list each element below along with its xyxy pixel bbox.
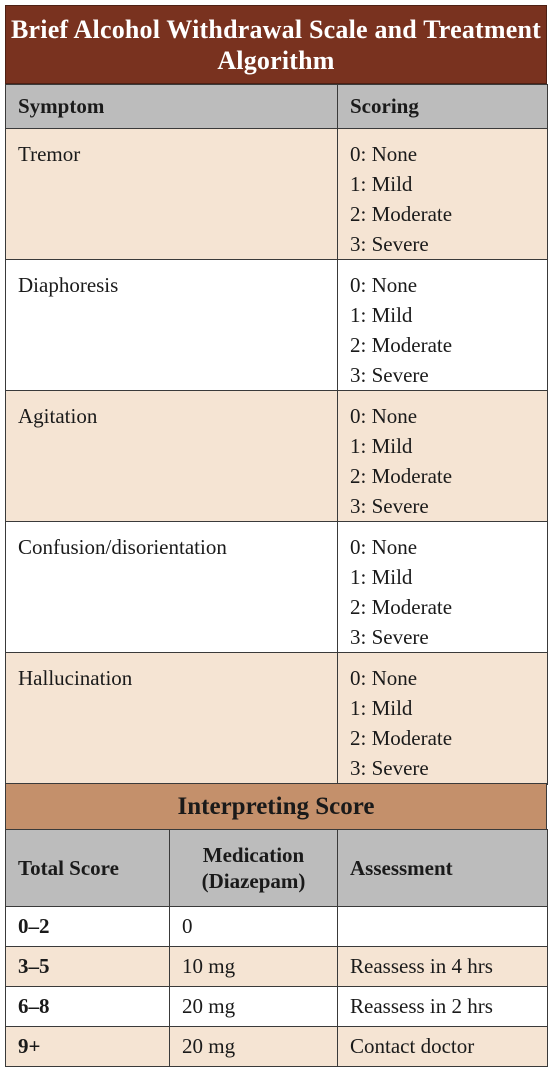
column-header-symptom: Symptom — [6, 85, 338, 129]
assessment-cell — [338, 907, 548, 947]
column-header-assessment: Assessment — [338, 830, 548, 907]
scoring-cell — [338, 129, 548, 260]
assessment-cell: Reassess in 4 hrs — [338, 947, 548, 987]
symptom-table-header — [6, 85, 548, 129]
table-row — [6, 653, 548, 785]
table-row — [6, 907, 548, 947]
scoring-line: 0: None — [350, 273, 418, 297]
scoring-cell — [338, 260, 548, 391]
medication-cell: 10 mg — [170, 947, 338, 987]
scoring-line: 2: Moderate — [350, 333, 453, 357]
table-row — [6, 522, 548, 653]
symptom-name: Diaphoresis — [6, 260, 338, 391]
assessment-cell: Contact doctor — [338, 1027, 548, 1067]
table-row — [6, 947, 548, 987]
scoring-line: 3: Severe — [350, 756, 429, 780]
symptom-name: Confusion/disorientation — [6, 522, 338, 653]
scoring-line: 3: Severe — [350, 494, 429, 518]
column-header-medication: Medication (Diazepam) — [170, 830, 338, 907]
total-score-cell: 0–2 — [6, 907, 170, 947]
scoring-line: 1: Mild — [350, 172, 413, 196]
symptom-name: Hallucination — [6, 653, 338, 785]
scoring-line: 0: None — [350, 535, 418, 559]
scoring-line: 1: Mild — [350, 303, 413, 327]
table-row — [6, 260, 548, 391]
total-score-cell: 3–5 — [6, 947, 170, 987]
scoring-line: 1: Mild — [350, 565, 413, 589]
table-row — [6, 987, 548, 1027]
total-score-cell: 9+ — [6, 1027, 170, 1067]
assessment-cell: Reassess in 2 hrs — [338, 987, 548, 1027]
score-table-header — [6, 830, 548, 907]
scoring-line: 1: Mild — [350, 434, 413, 458]
page-title: Brief Alcohol Withdrawal Scale and Treatment Algorithm — [5, 5, 547, 84]
scoring-line: 2: Moderate — [350, 464, 453, 488]
scoring-line: 0: None — [350, 666, 418, 690]
total-score-cell: 6–8 — [6, 987, 170, 1027]
scoring-line: 3: Severe — [350, 363, 429, 387]
scoring-line: 3: Severe — [350, 625, 429, 649]
medication-cell: 20 mg — [170, 987, 338, 1027]
symptom-name: Tremor — [6, 129, 338, 260]
symptom-table — [5, 84, 548, 785]
scoring-line: 2: Moderate — [350, 202, 453, 226]
scoring-line: 2: Moderate — [350, 726, 453, 750]
medication-cell: 0 — [170, 907, 338, 947]
scoring-cell — [338, 391, 548, 522]
scoring-line: 2: Moderate — [350, 595, 453, 619]
scoring-line: 3: Severe — [350, 232, 429, 256]
table-row — [6, 129, 548, 260]
table-row — [6, 391, 548, 522]
table-row — [6, 1027, 548, 1067]
scoring-cell — [338, 653, 548, 785]
scoring-line: 0: None — [350, 404, 418, 428]
interpreting-score-heading: Interpreting Score — [5, 783, 547, 829]
scoring-line: 0: None — [350, 142, 418, 166]
scoring-line: 1: Mild — [350, 696, 413, 720]
symptom-name: Agitation — [6, 391, 338, 522]
column-header-scoring: Scoring — [338, 85, 548, 129]
medication-cell: 20 mg — [170, 1027, 338, 1067]
column-header-total-score: Total Score — [6, 830, 170, 907]
scoring-cell — [338, 522, 548, 653]
score-table — [5, 829, 548, 1067]
